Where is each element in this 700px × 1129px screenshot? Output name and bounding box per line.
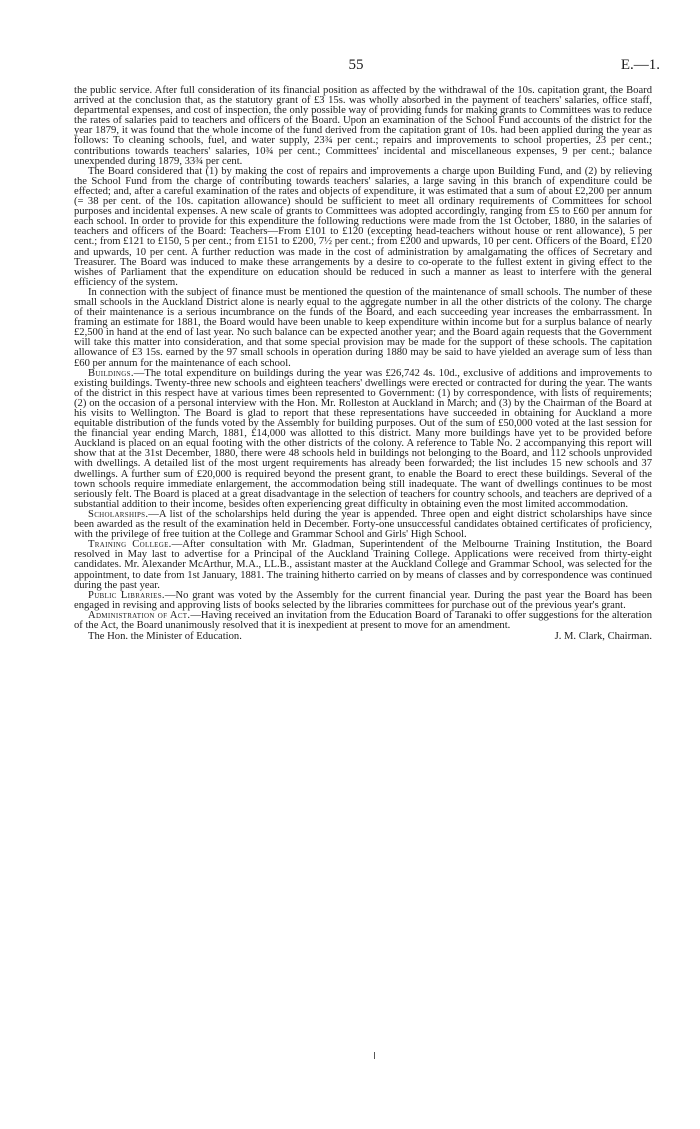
section-heading: Scholarships.	[88, 508, 149, 520]
paragraph-buildings	[74, 369, 652, 510]
paragraph-text: —A list of the scholarships held during the year is appended. Three open and eight district scholarships have since been awarded as the result of the examination held in December. Forty-one unsuccessful candidates obtained certificates of proficiency, with the privilege of free tuition at the College and Grammar School and Girls' High School.	[74, 508, 652, 541]
section-heading: Administration of Act.	[88, 609, 191, 621]
paragraph-administration	[74, 611, 652, 631]
paragraph-scholarships	[74, 510, 652, 540]
paragraph-text: —After consultation with Mr. Gladman, Superintendent of the Melbourne Training Institution, the Board resolved in May last to advertise for a Principal of the Auckland Training College. Applications were received from thirty-eight candidates. Mr. Alexander McArthur, M.A., LL.B., assistant master at the Auckland College and Grammar School, was selected for the appointment, to date from 1st January, 1881. The training hitherto carried on by means of classes and by correspondence was continued during the past year.	[74, 539, 653, 591]
paragraph-text: —Having received an invitation from the Education Board of Taranaki to offer suggestions for the alteration of the Act, the Board unanimously resolved that it is inexpedient at present to move for an amendment.	[74, 609, 652, 631]
paragraph-text: The Board considered that (1) by making the cost of repairs and improvements a charge upon Building Fund, and (2) by relieving the School Fund from the charge of contributing towards teachers' salaries, a large saving in this branch of expenditure could be effected; and, after a careful examination of the rates and objects of expenditure, it was estimated that a sum of about £2,200 per annum (= 38 per cent. of the 10s. capitation allowance) should be sufficient to meet all ordinary requirements of Committees for school purposes and incidental expenses. A new scale of grants to Committees was adopted accordingly, ranging from £5 to £60 per annum for each school. In order to provide for this expenditure the following reductions were made from the 1st October, 1880, in the salaries of teachers and officers of the Board: Teachers—From £101 to £120 (excepting head-teachers without house or rent allowance), 5 per cent.; from £121 to £150, 5 per cent.; from £151 to £200, 7½ per cent.; from £200 and upwards, 10 per cent. Officers of the Board, £120 and upwards, 10 per cent. A further reduction was made in the cost of administration by amalgamating the offices of Secretary and Treasurer. The Board was induced to make these arrangements by a desire to co-operate to the fullest extent in giving effect to the wishes of Parliament that the expenditure on education should be reduced in such a manner as least to interfere with the general efficiency of the system.	[74, 165, 652, 288]
paragraph-board-considered	[74, 167, 652, 288]
paragraph-text: —No grant was voted by the Assembly for the current financial year. During the past year the Board has been engaged in revising and approving lists of books selected by the libraries committees for purchase out of the previous year's grant.	[74, 589, 653, 611]
report-body	[74, 86, 652, 644]
paragraph-financial-position	[74, 86, 652, 167]
paragraph-text: the public service. After full consideration of its financial position as affected by the withdrawal of the 10s. capitation grant, the Board arrived at the conclusion that, as the statutory grant of £3 15s. was wholly absorbed in the payment of teachers' salaries, office staff, departmental expenses, and cost of inspection, the only possible way of providing funds for making grants to Committees was to reduce the rates of salaries paid to teachers and officers of the Board. Upon an examination of the School Fund accounts of the district for the year 1879, it was found that the whole income of the fund derived from the capitation grant of 10s. had been applied during the year as follows: To cleaning schools, fuel, and water supply, 23¾ per cent.; repairs and improvements to school properties, 23 per cent.; contributions towards teachers' salaries, 10¾ per cent.; Committees' incidental and miscellaneous expenses, 9 per cent.; balance unexpended during 1879, 33¾ per cent.	[74, 85, 652, 167]
section-heading: Training College.	[88, 539, 172, 551]
paragraph-text: In connection with the subject of finance must be mentioned the question of the maintenance of small schools. The number of these small schools in the Auckland District alone is nearly equal to the aggregate number in all the other districts of the colony. The charge of their maintenance is a serious incumbrance on the funds of the Board, and each succeeding year increases the embarrassment. In framing an estimate for 1881, the Board would have been unable to keep expenditure within income but for a surplus balance of nearly £2,500 in hand at the end of last year. No such balance can be expected another year; and the Board again requests that the Government will take this matter into consideration, and that some special provision may be made for the support of these schools. The capitation allowance of £3 15s. earned by the 97 small schools in operation during 1880 may be said to have yielded an average sum of less than £60 per annum for the maintenance of each school.	[74, 286, 652, 369]
page-number: 55	[348, 57, 364, 73]
document-reference: E.—1.	[620, 57, 660, 73]
paragraph-training-college	[74, 540, 652, 590]
section-heading: Buildings.	[88, 367, 134, 379]
paragraph-public-libraries	[74, 591, 652, 611]
section-heading: Public Libraries.	[88, 589, 165, 601]
paragraph-text: —The total expenditure on buildings during the year was £26,742 4s. 10d., exclusive of additions and improvements to existing buildings. Twenty-three new schools and eighteen teachers' dwellings were erected or contracted for during the year. The wants of the district in this respect have at various times been represented to Government: (1) by correspondence, with lists of requirements; (2) on the occasion of a personal interview with the Hon. Mr. Rolleston at Auckland in March; and (3) by the Chairman of the Board at his visits to Wellington. The Board is glad to report that these representations have succeeded in obtaining for Auckland a more equitable distribution of the funds voted by the Assembly for building purposes. Out of the sum of £50,000 voted at the last session for the financial year ending March, 1881, £14,000 was allotted to this district. Many more buildings have yet to be provided before Auckland is placed on an equal footing with the other districts of the colony. A reference to Table No. 2 accompanying this report will show that at the 31st December, 1880, there were 48 schools held in buildings not belonging to the Board, and 112 schools unprovided with dwellings. A detailed list of the most urgent requirements has already been forwarded; the list includes 15 new schools and 37 dwellings. A further sum of £20,000 is required beyond the present grant, to enable the Board to erect these buildings. Several of the town schools require immediate enlargement, the accommodation being still inadequate. The want of dwellings continues to be most seriously felt. The Board is placed at a great disadvantage in the selection of teachers for country schools, and teachers are deprived of a substantial addition to their income, besides often experiencing great difficulty in obtaining even the most limited accommodation.	[74, 367, 652, 510]
signature-block	[74, 632, 652, 644]
addressee: The Hon. the Minister of Education.	[88, 631, 242, 643]
print-mark	[374, 1052, 375, 1059]
signatory: J. M. Clark, Chairman.	[554, 631, 652, 643]
paragraph-small-schools	[74, 288, 652, 369]
